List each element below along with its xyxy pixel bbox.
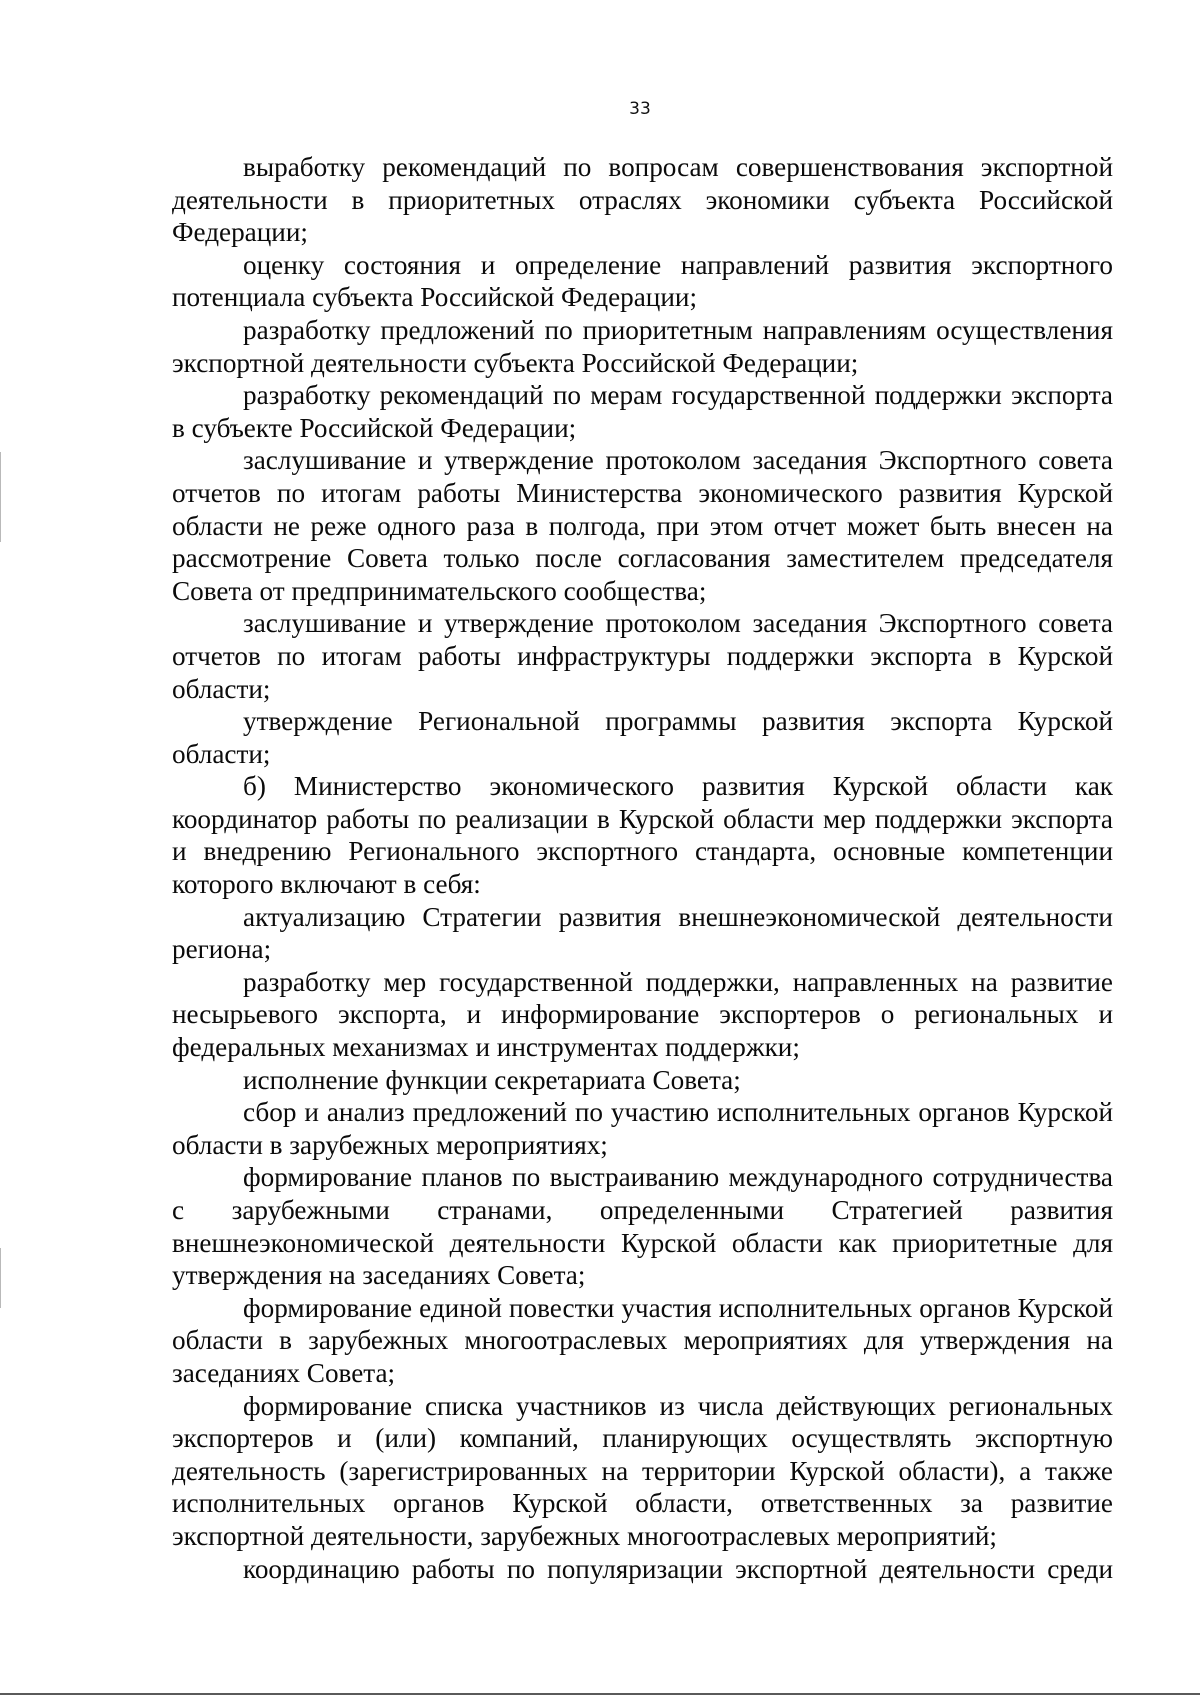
scan-edge-mark [0,452,1,542]
paragraph: актуализацию Стратегии развития внешнеэкономической деятельности региона; [172,901,1113,965]
paragraph: заслушивание и утверждение протоколом заседания Экспортного совета отчетов по итогам работы Министерства экономического развития Курской области не реже одного раза в полгода, при этом отчет может быть внесен на рассмотрение Совета только после согласования заместителем председателя Совета от предпринимательского сообщества; [172,445,1113,606]
paragraph: выработку рекомендаций по вопросам совершенствования экспортной деятельности в приоритетных отраслях экономики субъекта Российской Федерации; [172,152,1113,248]
paragraph: формирование единой повестки участия исполнительных органов Курской области в зарубежных многоотраслевых мероприятиях для утверждения на заседаниях Совета; [172,1292,1113,1388]
paragraph: координацию работы по популяризации экспортной деятельности среди [243,1553,1113,1584]
paragraph: разработку предложений по приоритетным направлениям осуществления экспортной деятельности субъекта Российской Федерации; [172,314,1113,378]
scan-bottom-edge [0,1693,1200,1695]
paragraph: б) Министерство экономического развития Курской области как координатор работы по реализации в Курской области мер поддержки экспорта и внедрению Регионального экспортного стандарта, основные компетенции которого включают в себя: [172,771,1113,900]
paragraph: формирование списка участников из числа действующих региональных экспортеров и (или) компаний, планирующих осуществлять экспортную деятельность (зарегистрированных на территории Курской области), а также исполнительных органов Курской области, ответственных за развитие экспортной деятельности, зарубежных многоотраслевых мероприятий; [172,1390,1113,1551]
scan-edge-mark [0,1248,1,1308]
paragraph: разработку рекомендаций по мерам государственной поддержки экспорта в субъекте Российской Федерации; [172,380,1113,443]
paragraph: сбор и анализ предложений по участию исполнительных органов Курской области в зарубежных мероприятиях; [172,1097,1113,1160]
paragraph: оценку состояния и определение направлений развития экспортного потенциала субъекта Российской Федерации; [172,249,1113,313]
paragraph: заслушивание и утверждение протоколом заседания Экспортного совета отчетов по итогам работы инфраструктуры поддержки экспорта в Курской области; [172,608,1113,704]
paragraph: разработку мер государственной поддержки, направленных на развитие несырьевого экспорта, и информирование экспортеров о региональных и федеральных механизмах и инструментах поддержки; [172,966,1113,1063]
paragraph: формирование планов по выстраиванию международного сотрудничества с зарубежными странами, определенными Стратегией развития внешнеэкономической деятельности Курской области как приоритетные для утверждения на заседаниях Совета; [172,1162,1113,1291]
page-number: 33 [629,99,651,119]
paragraph: исполнение функции секретариата Совета; [243,1064,741,1095]
paragraph: утверждение Региональной программы развития экспорта Курской области; [172,706,1113,769]
document-body [172,151,1113,1585]
